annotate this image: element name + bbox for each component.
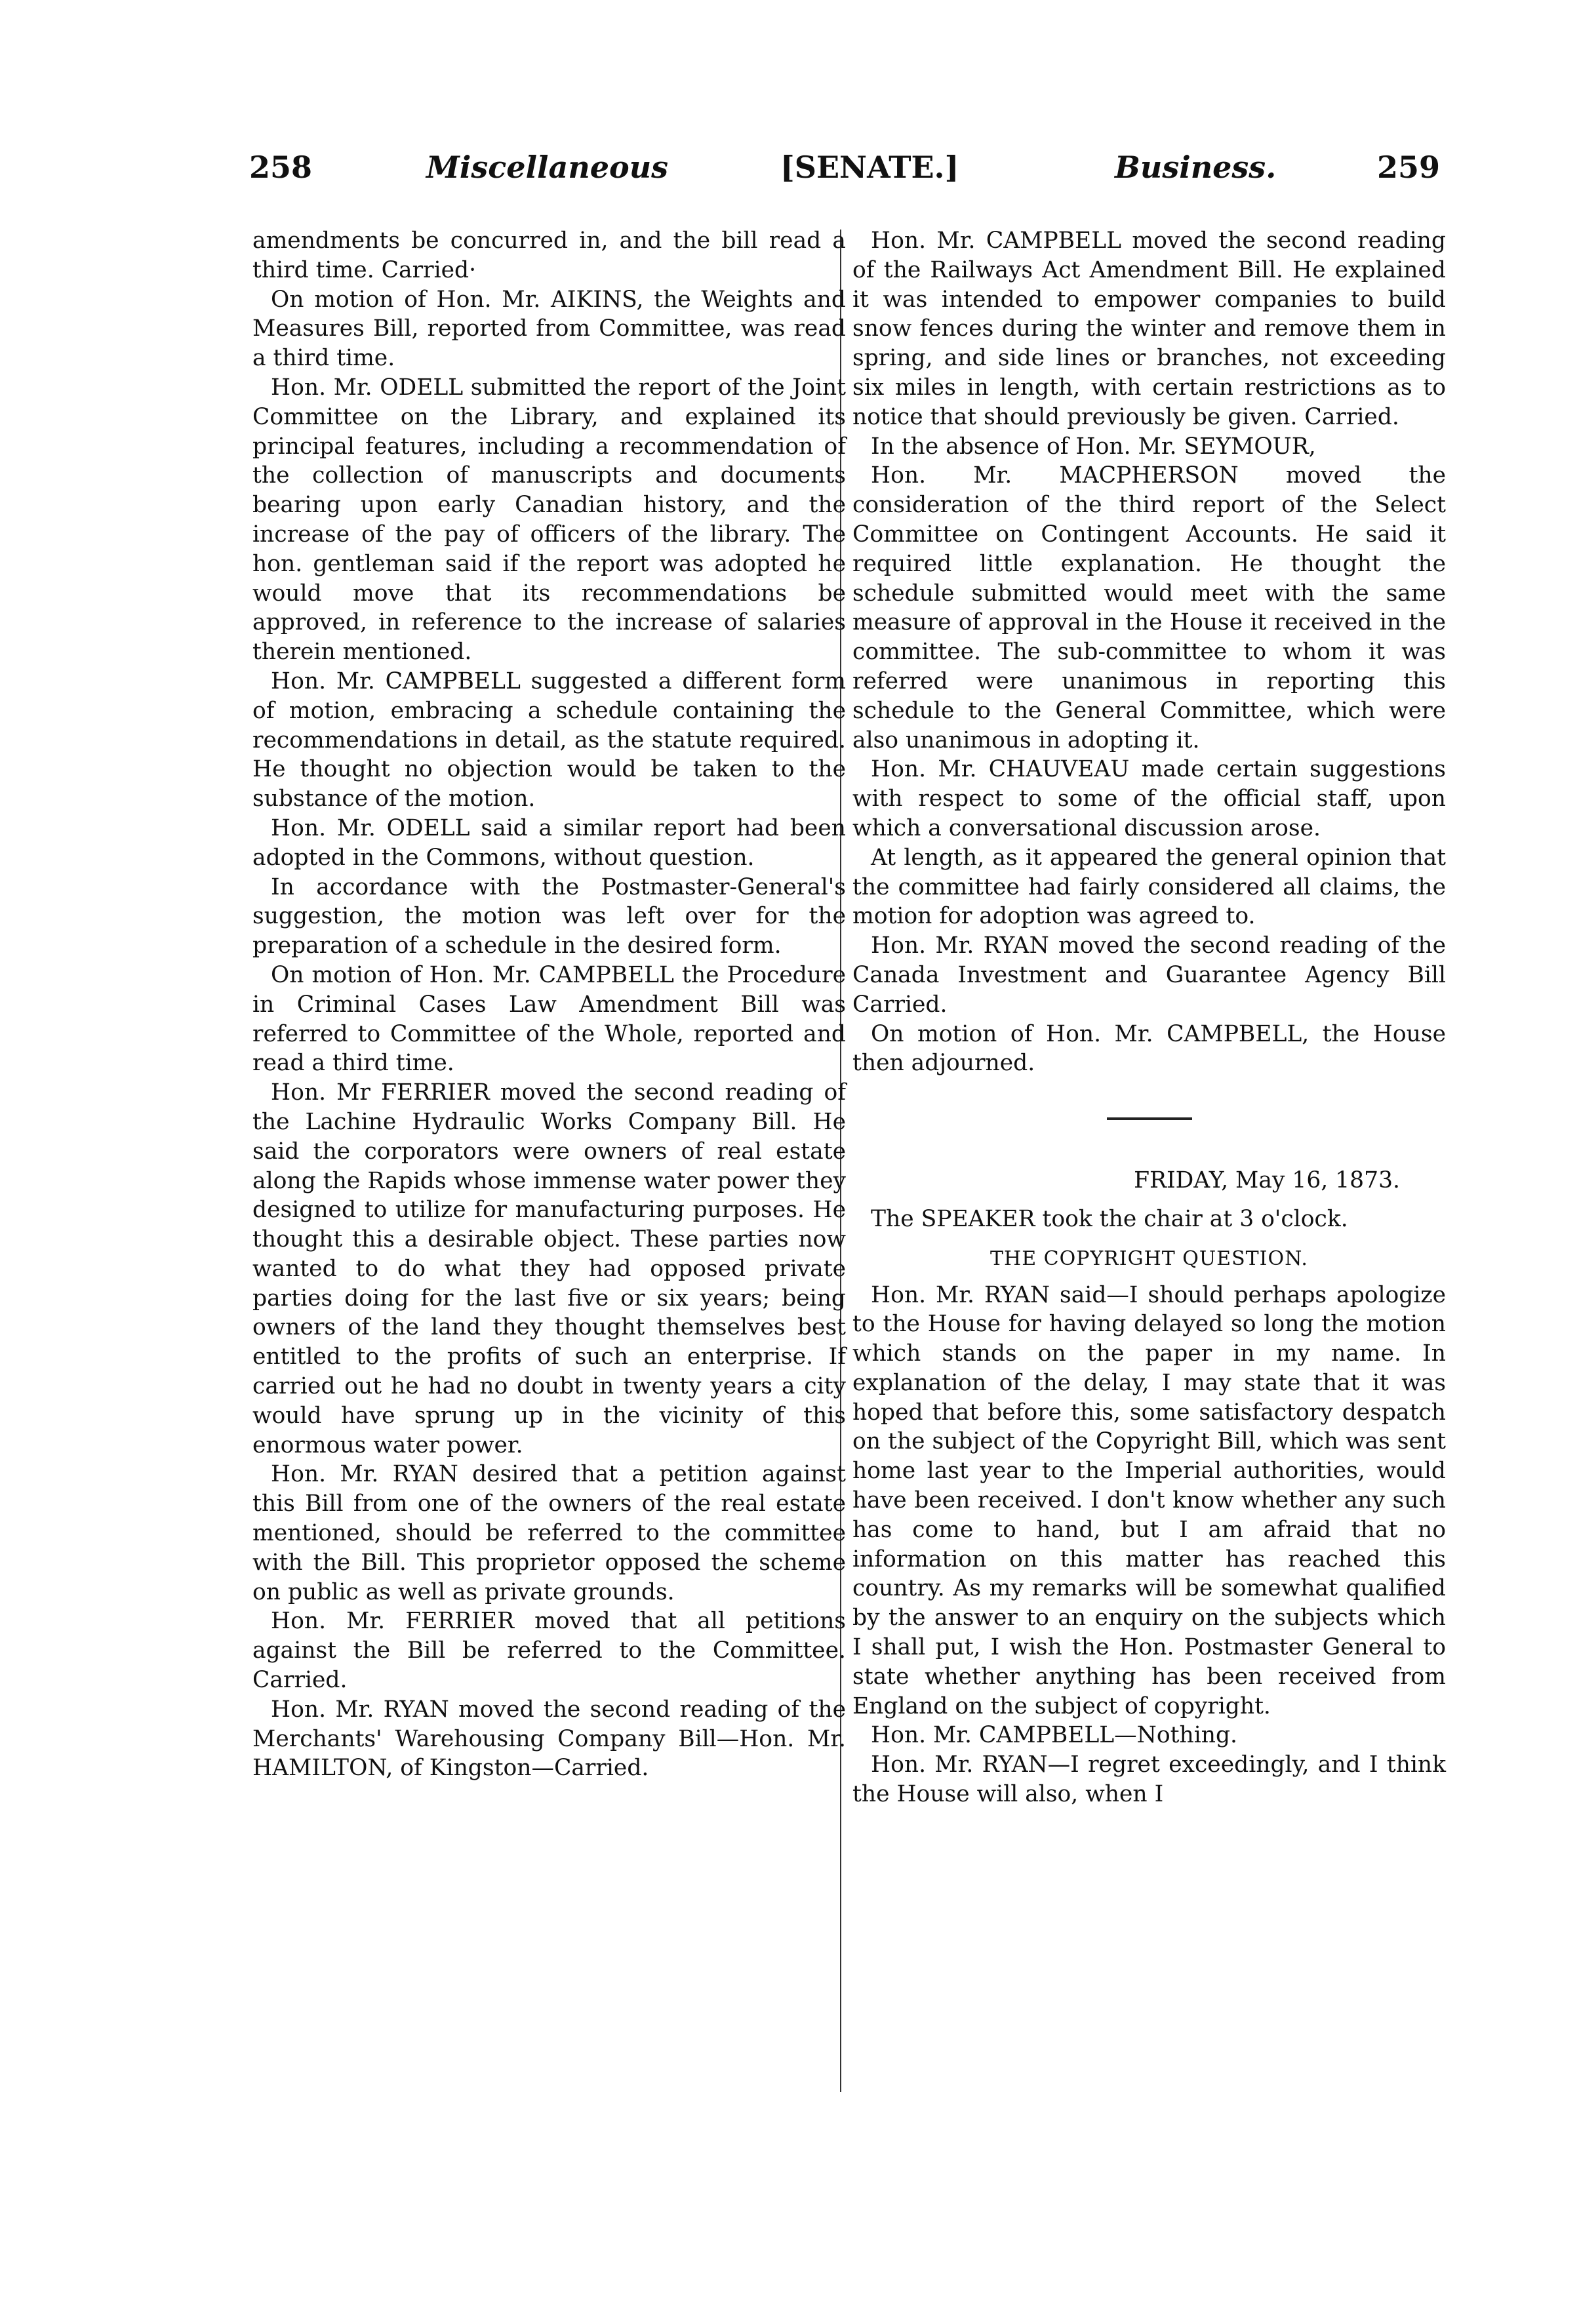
right-column bbox=[852, 226, 1446, 1809]
paragraph: Hon. Mr. ODELL said a similar report had been adopted in the Commons, without question. bbox=[252, 814, 846, 871]
paragraph: Hon. Mr. RYAN moved the second reading of the Merchants' Warehousing Company Bill—Hon. Mr. HAMILTON, of Kingston—Carried. bbox=[252, 1696, 846, 1782]
left-page-number: 258 bbox=[249, 150, 313, 185]
paragraph: Hon. Mr. MACPHERSON moved the consideration of the third report of the Select Committee on Contingent Accounts. He said it required little explanation. He thought the schedule submitted would meet with the same measure of approval in the House it received in the committee. The sub-committee to whom it was referred were unanimous in reporting this schedule to the General Committee, which were also unanimous in adopting it. bbox=[852, 462, 1446, 753]
paragraph: Hon. Mr. CAMPBELL—Nothing. bbox=[871, 1722, 1238, 1749]
speaker-line: The SPEAKER took the chair at 3 o'clock. bbox=[871, 1205, 1348, 1232]
left-running-title: Miscellaneous bbox=[426, 150, 669, 185]
paragraph: Hon. Mr. CAMPBELL suggested a different form of motion, embracing a schedule containing the recommendations in detail, as the statute required. He thought no objection would be taken to the substance of the motion. bbox=[252, 668, 846, 812]
paragraph: Hon. Mr. RYAN moved the second reading of the Canada Investment and Guarantee Agency Bill Carried. bbox=[852, 932, 1446, 1018]
paragraph: On motion of Hon. Mr. AIKINS, the Weights and Measures Bill, reported from Committee, was read a third time. bbox=[252, 286, 846, 372]
paragraph: Hon. Mr. RYAN desired that a petition against this Bill from one of the owners of the real estate mentioned, should be referred to the committee with the Bill. This proprietor opposed the scheme on public as well as private grounds. bbox=[252, 1461, 846, 1605]
paragraph: At length, as it appeared the general opinion that the committee had fairly considered all claims, the motion for adoption was agreed to. bbox=[852, 844, 1446, 930]
paragraph: Hon. Mr. FERRIER moved that all petitions against the Bill be referred to the Committee. Carried. bbox=[252, 1608, 846, 1694]
sitting-date: FRIDAY, May 16, 1873. bbox=[1134, 1167, 1400, 1194]
paragraph: Hon. Mr. RYAN—I regret exceedingly, and I think the House will also, when I bbox=[852, 1752, 1446, 1808]
paragraph: On motion of Hon. Mr. CAMPBELL, the House then adjourned. bbox=[852, 1020, 1446, 1077]
section-separator bbox=[1107, 1117, 1192, 1120]
section-heading: THE COPYRIGHT QUESTION. bbox=[990, 1247, 1308, 1270]
paragraph: In accordance with the Postmaster-General's suggestion, the motion was left over for the preparation of a schedule in the desired form. bbox=[252, 873, 846, 959]
left-column bbox=[252, 226, 846, 1783]
paragraph: Hon. Mr. ODELL submitted the report of the Joint Committee on the Library, and explained its principal features, including a recommendation of the collection of manuscripts and documents bearing upon early Canadian history, and the increase of the pay of officers of the library. The hon. gentleman said if the report was adopted he would move that its recommendations be approved, in reference to the increase of salaries therein mentioned. bbox=[252, 374, 846, 666]
right-page-number: 259 bbox=[1377, 150, 1441, 185]
paragraph: Hon. Mr. CHAUVEAU made certain suggestions with respect to some of the official staff, upon which a conversational discussion arose. bbox=[852, 756, 1446, 841]
paragraph: Hon. Mr. CAMPBELL moved the second reading of the Railways Act Amendment Bill. He explained it was intended to empower companies to build snow fences during the winter and remove them in spring, and side lines or branches, not exceeding six miles in length, with certain restrictions as to notice that should previously be given. Carried. bbox=[852, 228, 1446, 430]
right-running-title: Business. bbox=[1115, 150, 1277, 185]
paragraph: In the absence of Hon. Mr. SEYMOUR, bbox=[871, 433, 1316, 460]
paragraph: Hon. Mr. RYAN said—I should perhaps apologize to the House for having delayed so long the motion which stands on the paper in my name. In explanation of the delay, I may state that it was hoped that before this, some satisfactory despatch on the subject of the Copyright Bill, which was sent home last year to the Imperial authorities, would have been received. I don't know whether any such has come to hand, but I am afraid that no information on this matter has reached this country. As my remarks will be somewhat qualified by the answer to an enquiry on the subjects which I shall put, I wish the Hon. Postmaster General to state whether anything has been received from England on the subject of copyright. bbox=[852, 1281, 1446, 1719]
paragraph: amendments be concurred in, and the bill read a third time. Carried· bbox=[252, 228, 846, 283]
paragraph: On motion of Hon. Mr. CAMPBELL the Procedure in Criminal Cases Law Amendment Bill was referred to Committee of the Whole, reported and read a third time. bbox=[252, 961, 846, 1077]
chamber-title: [SENATE.] bbox=[780, 150, 959, 185]
paragraph: Hon. Mr FERRIER moved the second reading of the Lachine Hydraulic Works Company Bill. He said the corporators were owners of real estate along the Rapids whose immense water power they designed to utilize for manufacturing purposes. He thought this a desirable object. These parties now wanted to do what they had opposed private parties doing for the last five or six years; being owners of the land they thought themselves best entitled to the profits of such an enterprise. If carried out he had no doubt in twenty years a city would have sprung up in the vicinity of this enormous water power. bbox=[252, 1079, 846, 1458]
page-header bbox=[249, 150, 1443, 202]
